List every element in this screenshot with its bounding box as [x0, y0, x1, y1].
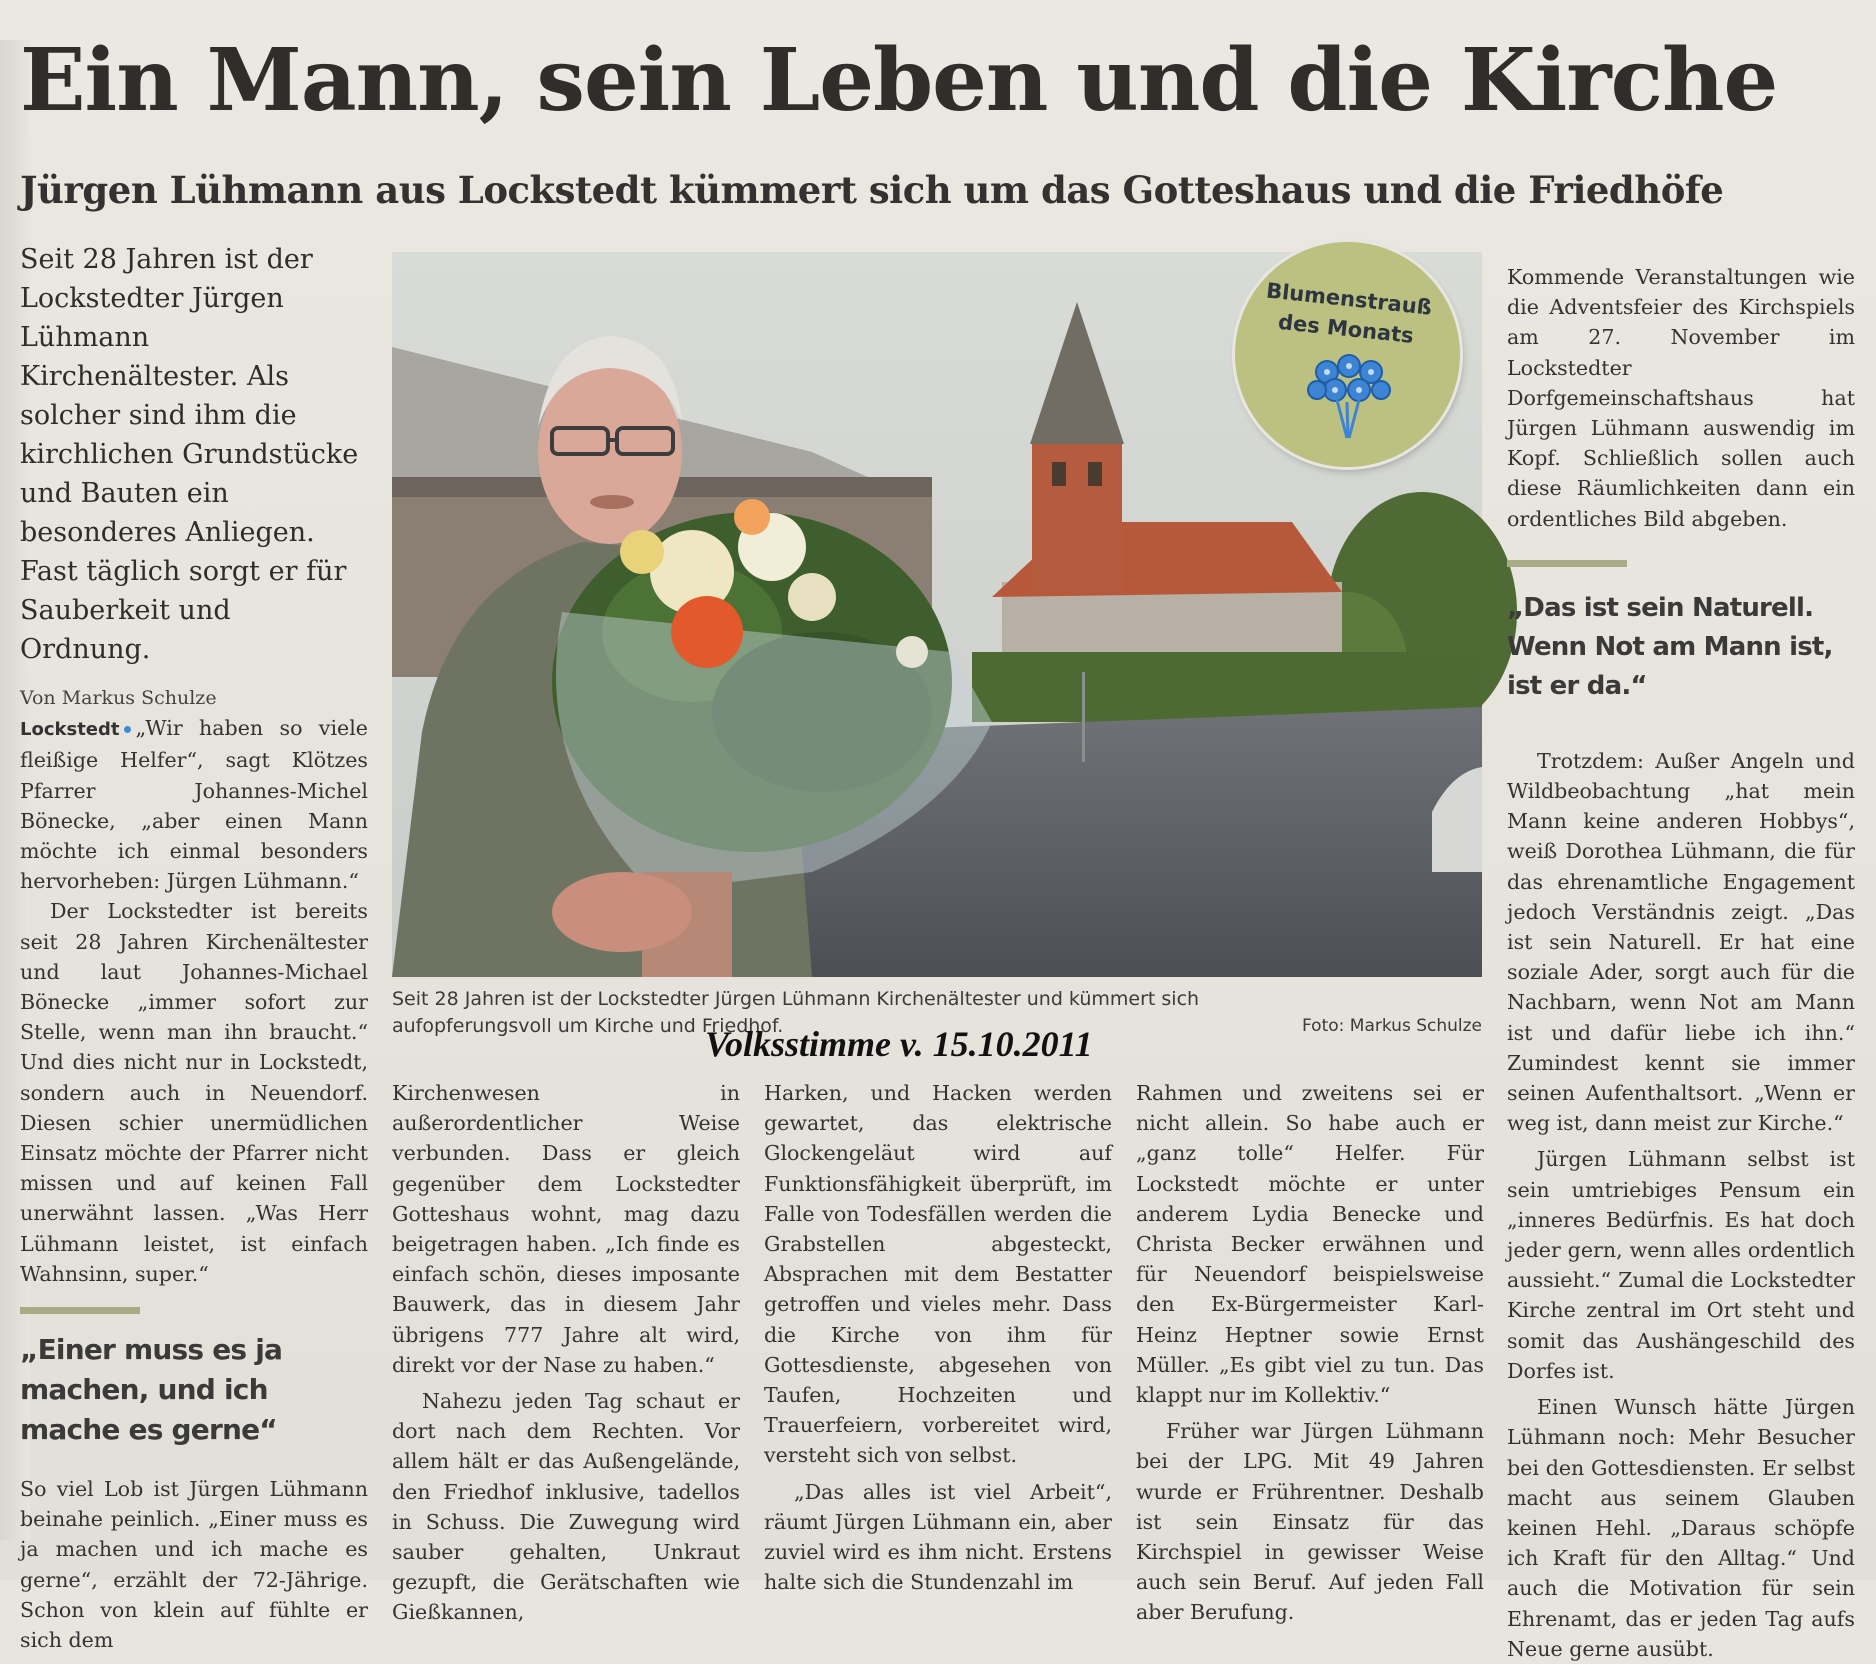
paragraph: Rahmen und zweitens sei er nicht allein. So habe auch er „ganz tolle“ Helfer. Für Lockstedt möchte er unter anderem Lydia Benecke und Christa Becker erwähnen und für Neuendorf beispielsweise den Ex-Bürgermeister Karl-Heinz Heptner sowie Ernst Müller. „Es gibt viel zu tun. Das klappt nur im Kollektiv.“ — [1136, 1081, 1484, 1408]
paragraph: Einen Wunsch hätte Jürgen Lühmann noch: Mehr Besucher bei den Gottesdiensten. Er selbst macht aus seinem Glauben keinen Hehl. „Daraus schöpfe ich Kraft für den Alltag.“ Und auch die Motivation für sein Ehrenamt, das er jeden Tag aufs Neue gerne ausübt. — [1507, 1395, 1855, 1661]
paragraph: Harken, und Hacken werden gewartet, das elektrische Glockengeläut wird auf Funktionsfähigkeit überprüft, im Falle von Todesfällen werden die Grabstellen abgesteckt, Absprachen mit dem Bestatter getroffen und vieles mehr. Dass die Kirche von ihm für Gottesdienste, abgesehen von Taufen, Hochzeiten und Trauerfeiern, vorbereitet wird, versteht sich von selbst. — [764, 1081, 1112, 1468]
column-2 — [392, 1078, 740, 1628]
column-4 — [1136, 1078, 1484, 1628]
church-tower — [1032, 442, 1122, 592]
paragraph: Der Lockstedter ist bereits seit 28 Jahren Kirchenältester und laut Johannes-Michael Bönecke „immer sofort zur Stelle, wenn man ihn braucht.“ Und dies nicht nur in Lockstedt, sondern auch in Neuendorf. Diesen schier unermüdlichen Einsatz möchte der Pfarrer nicht missen und auf keinen Fall unerwähnt lassen. „Was Herr Lühmann leistet, ist einfach Wahnsinn, super.“ — [20, 899, 368, 1286]
quote-rule — [20, 1307, 140, 1314]
dateline-dot-icon — [124, 726, 131, 733]
paragraph: Kommende Veranstaltungen wie die Adventsfeier des Kirchspiels am 27. November im Lockstedter Dorfgemeinschaftshaus hat Jürgen Lühmann auswendig im Kopf. Schließlich sollen auch diese Räumlichkeiten dann ein ordentliches Bild abgeben. — [1507, 265, 1855, 531]
paragraph: „Das alles ist viel Arbeit“, räumt Jürgen Lühmann ein, aber zuviel wird es ihm nicht. Erstens halte sich die Stundenzahl im — [764, 1479, 1112, 1595]
paragraph: Trotzdem: Außer Angeln und Wildbeobachtung „hat mein Mann keine anderen Hobbys“, weiß Dorothea Lühmann, die für das ehrenamtliche Engagement jedoch Verständnis zeigt. „Das ist sein Naturell. Er hat eine soziale Ader, sorgt auch für die Nachbarn, wenn Not am Mann ist und dafür liebe ich ihn.“ Zumindest kennt sie immer seinen Aufenthaltsort. „Wenn er weg ist, dann meist zur Kirche.“ — [1507, 748, 1855, 1136]
flower-bouquet-icon — [1307, 350, 1391, 440]
badge-line-1: Blumenstrauß — [1265, 278, 1434, 320]
lead-paragraph: Seit 28 Jahren ist der Lockstedter Jürgen Lühmann Kirchenältester. Als solcher sind ihm die kirchlichen Grundstücke und Bauten ein besonderes Anliegen. Fast täglich sorgt er für Sauberkeit und Ordnung. — [20, 244, 359, 665]
source-stamp: Volksstimme v. 15.10.2011 — [705, 1024, 1093, 1064]
paragraph: Jürgen Lühmann selbst ist sein umtriebiges Pensum ein „inneres Bedürfnis. Es hat doch jeder gern, wenn alles ordentlich aussieht.“ Zumal die Lockstedter Kirche zentral im Ort steht und somit das Aushängeschild des Dorfes ist. — [1507, 1147, 1855, 1383]
dateline: Lockstedt — [20, 719, 120, 741]
badge-line-2: des Monats — [1277, 309, 1415, 348]
paragraph: Kirchenwesen in außerordentlicher Weise verbunden. Dass er gleich gegenüber dem Lockstedter Gotteshaus wohnt, mag dazu beigetragen haben. „Ich finde es einfach schön, dieses imposante Bauwerk, das in diesem Jahr übrigens 777 Jahre alt wird, direkt vor der Nase zu haben.“ — [392, 1081, 740, 1377]
pull-quote: „Einer muss es ja machen, und ich mache es gerne“ — [20, 1333, 283, 1447]
paragraph: Nahezu jeden Tag schaut er dort nach dem Rechten. Vor allem hält er das Außengelände, den Friedhof inklusive, tadellos in Schuss. Die Zuwegung wird sauber gehalten, Unkraut gezupft, die Gerätschaften wie Gießkannen, — [392, 1389, 740, 1625]
quote-rule — [1507, 560, 1627, 567]
paragraph: Früher war Jürgen Lühmann bei der LPG. Mit 49 Jahren wurde er Frührentner. Deshalb ist sein Einsatz für das Kirchspiel in gewisser Weise auch sein Beruf. Auf jeden Fall aber Berufung. — [1136, 1419, 1484, 1625]
paragraph-text: „Wir haben so viele fleißige Helfer“, sagt Klötzes Pfarrer Johannes-Michel Bönecke, „aber einen Mann möchte ich einmal besonders hervorheben: Jürgen Lühmann.“ — [20, 716, 368, 894]
column-3 — [764, 1078, 1112, 1597]
byline: Von Markus Schulze — [20, 687, 217, 709]
paragraph: So viel Lob ist Jürgen Lühmann beinahe peinlich. „Einer muss es ja machen und ich mache es gerne“, erzählt der 72-Jährige. Schon von klein auf fühlte er sich dem — [20, 1477, 368, 1653]
pull-quote: „Das ist sein Naturell. Wenn Not am Mann ist, ist er da.“ — [1507, 592, 1833, 701]
headline: Ein Mann, sein Leben und die Kirche — [20, 30, 1778, 131]
photo-credit: Foto: Markus Schulze — [1302, 1016, 1482, 1036]
column-5 — [1507, 262, 1855, 1664]
column-1 — [20, 240, 368, 1655]
dateline-paragraph — [20, 713, 368, 896]
bouquet-of-the-month-badge — [1235, 242, 1460, 467]
caption-text: Seit 28 Jahren ist der Lockstedter Jürgen Lühmann Kirchenältester und kümmert sich aufopferungsvoll um Kirche und Friedhof. — [392, 988, 1200, 1037]
subheadline: Jürgen Lühmann aus Lockstedt kümmert sich um das Gotteshaus und die Friedhöfe — [20, 168, 1724, 212]
